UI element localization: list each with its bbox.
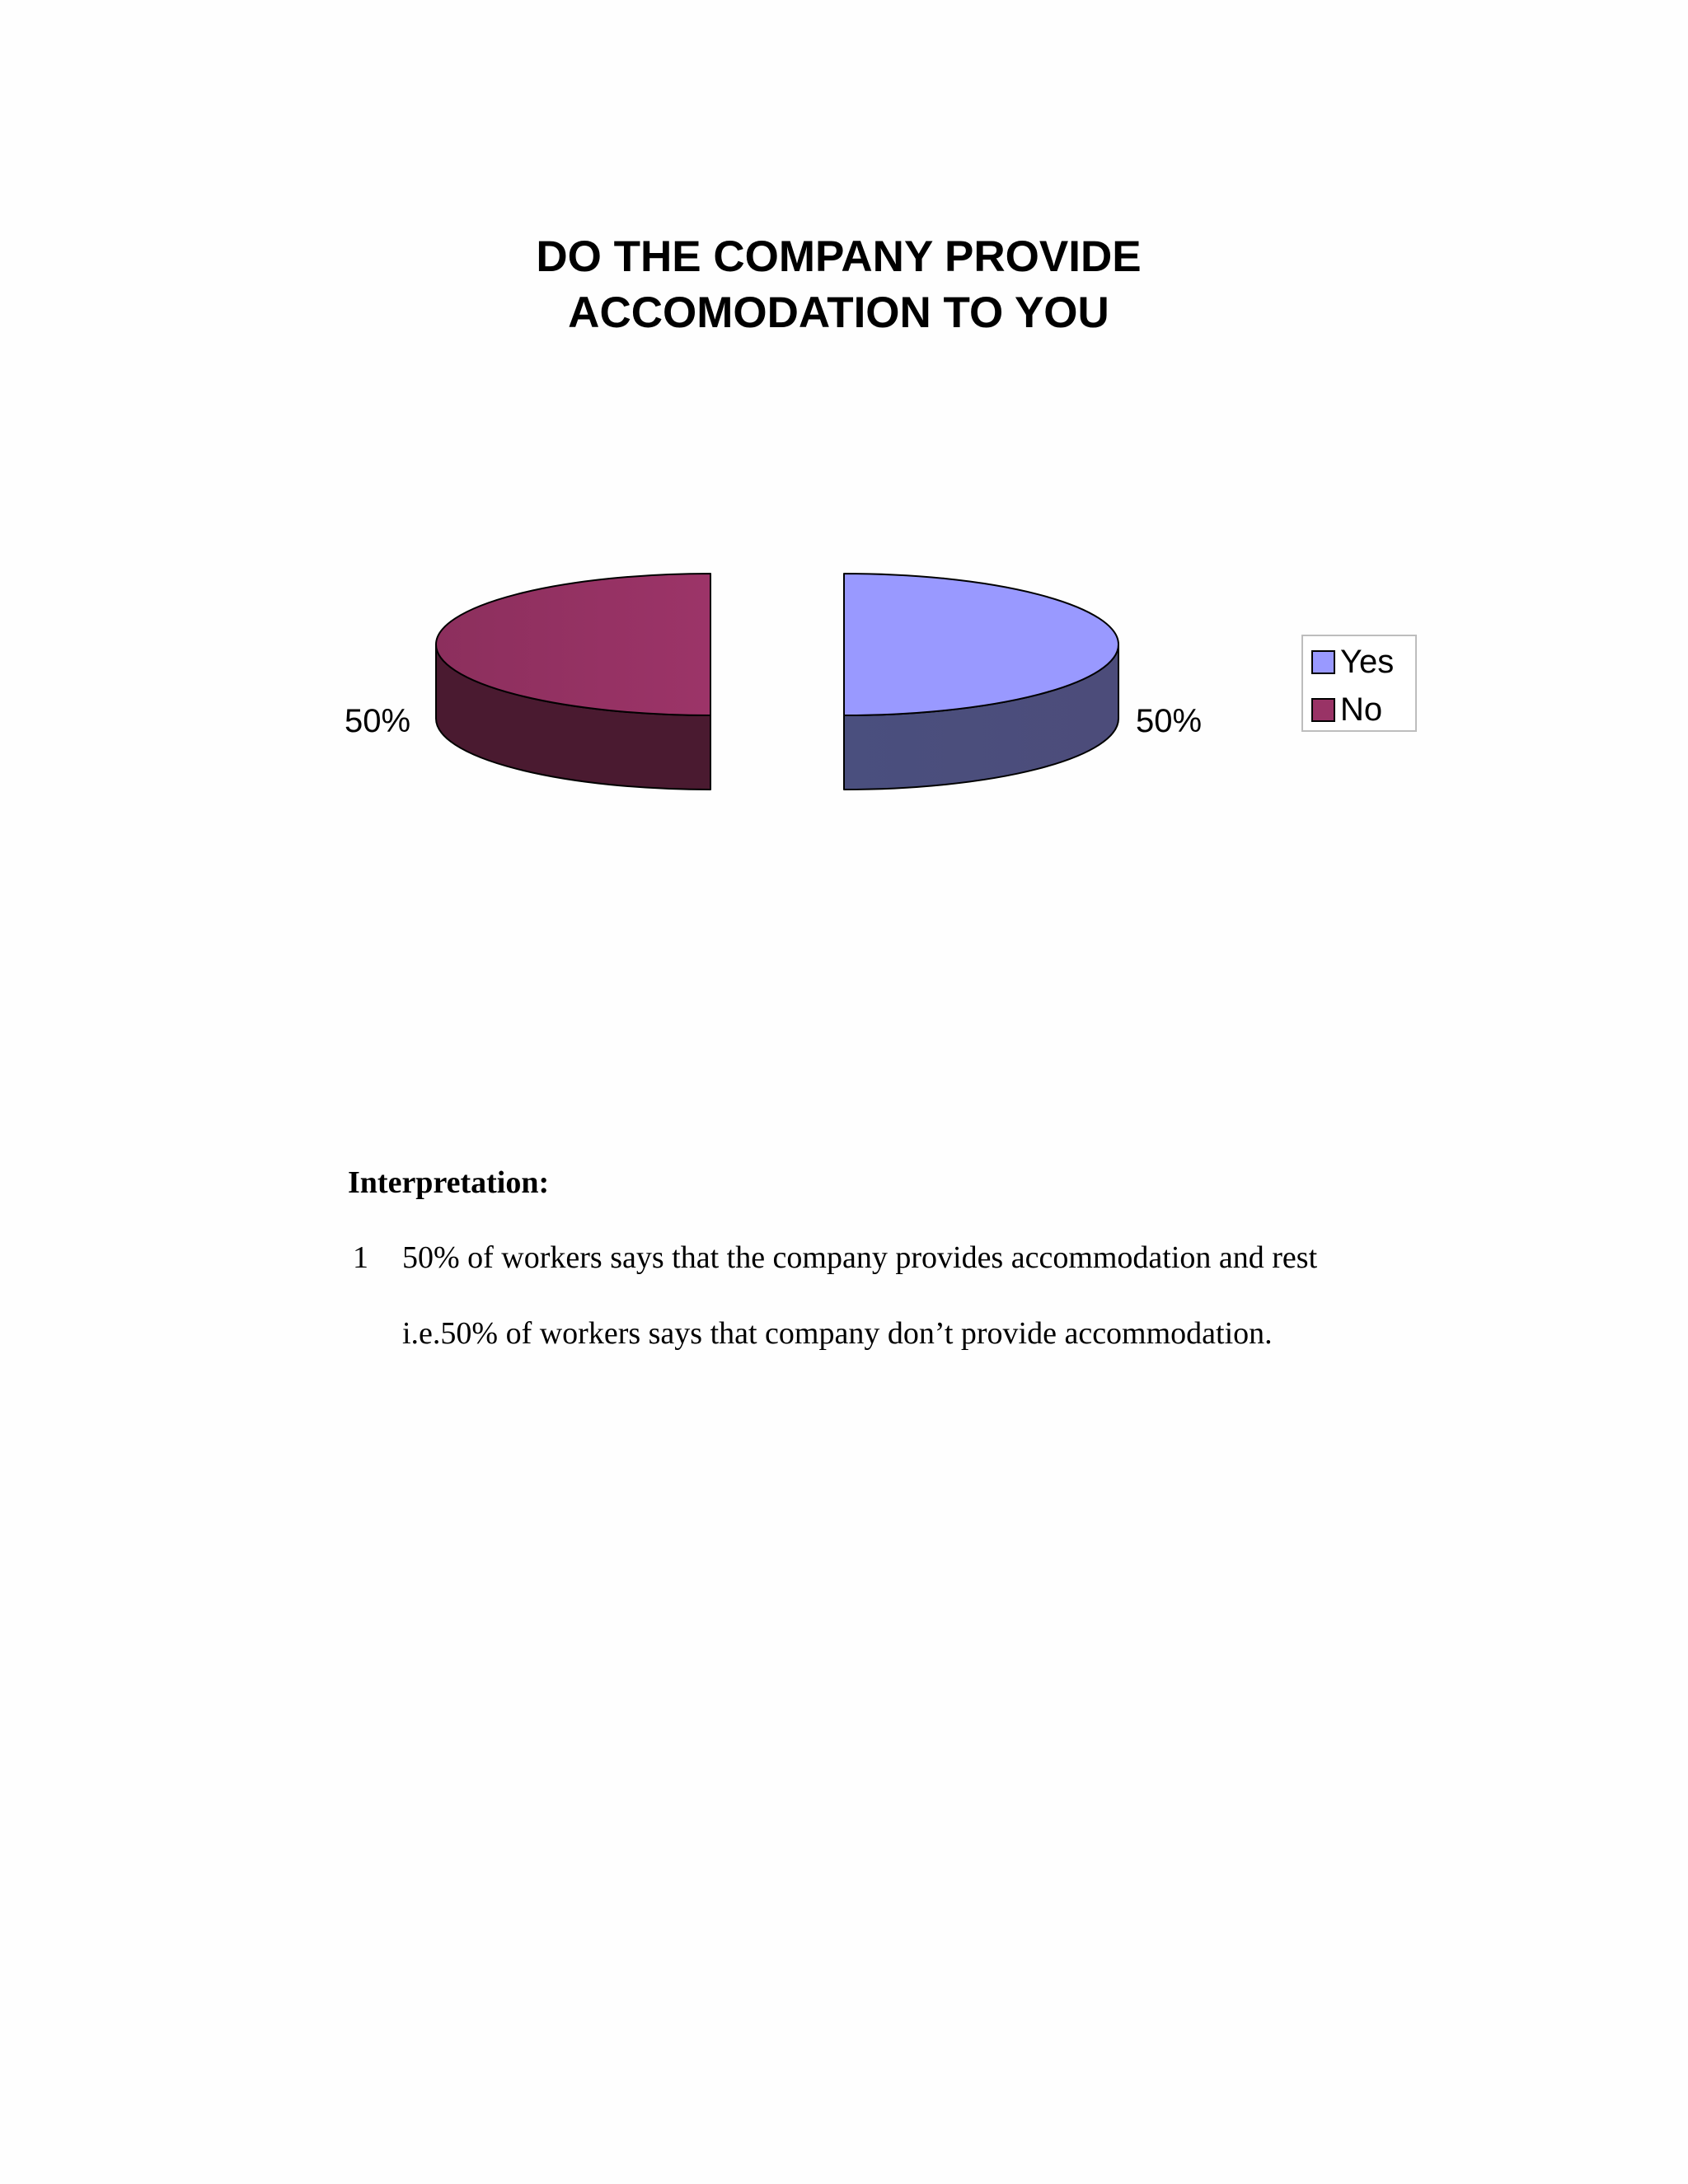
legend-item-yes <box>1311 645 1394 678</box>
chart-title-line-2: ACCOMODATION TO YOU <box>568 288 1109 337</box>
pie-slices <box>436 574 1118 790</box>
legend-item-no <box>1311 693 1382 726</box>
chart-title-line-1: DO THE COMPANY PROVIDE <box>536 232 1142 281</box>
chart-legend <box>1301 635 1417 732</box>
interpretation-line-2: i.e.50% of workers says that company don’t provide accommodation. <box>402 1316 1273 1351</box>
data-label-yes: 50% <box>1136 703 1203 739</box>
interpretation-item-number: 1 <box>353 1240 368 1275</box>
interpretation-heading: Interpretation: <box>348 1165 550 1200</box>
legend-label-yes: Yes <box>1340 644 1395 680</box>
legend-swatch-no <box>1311 698 1335 722</box>
legend-label-no: No <box>1340 691 1383 728</box>
interpretation-line-1: 50% of workers says that the company provides accommodation and rest <box>402 1240 1318 1275</box>
legend-swatch-yes <box>1311 650 1335 674</box>
data-label-no: 50% <box>345 703 411 739</box>
